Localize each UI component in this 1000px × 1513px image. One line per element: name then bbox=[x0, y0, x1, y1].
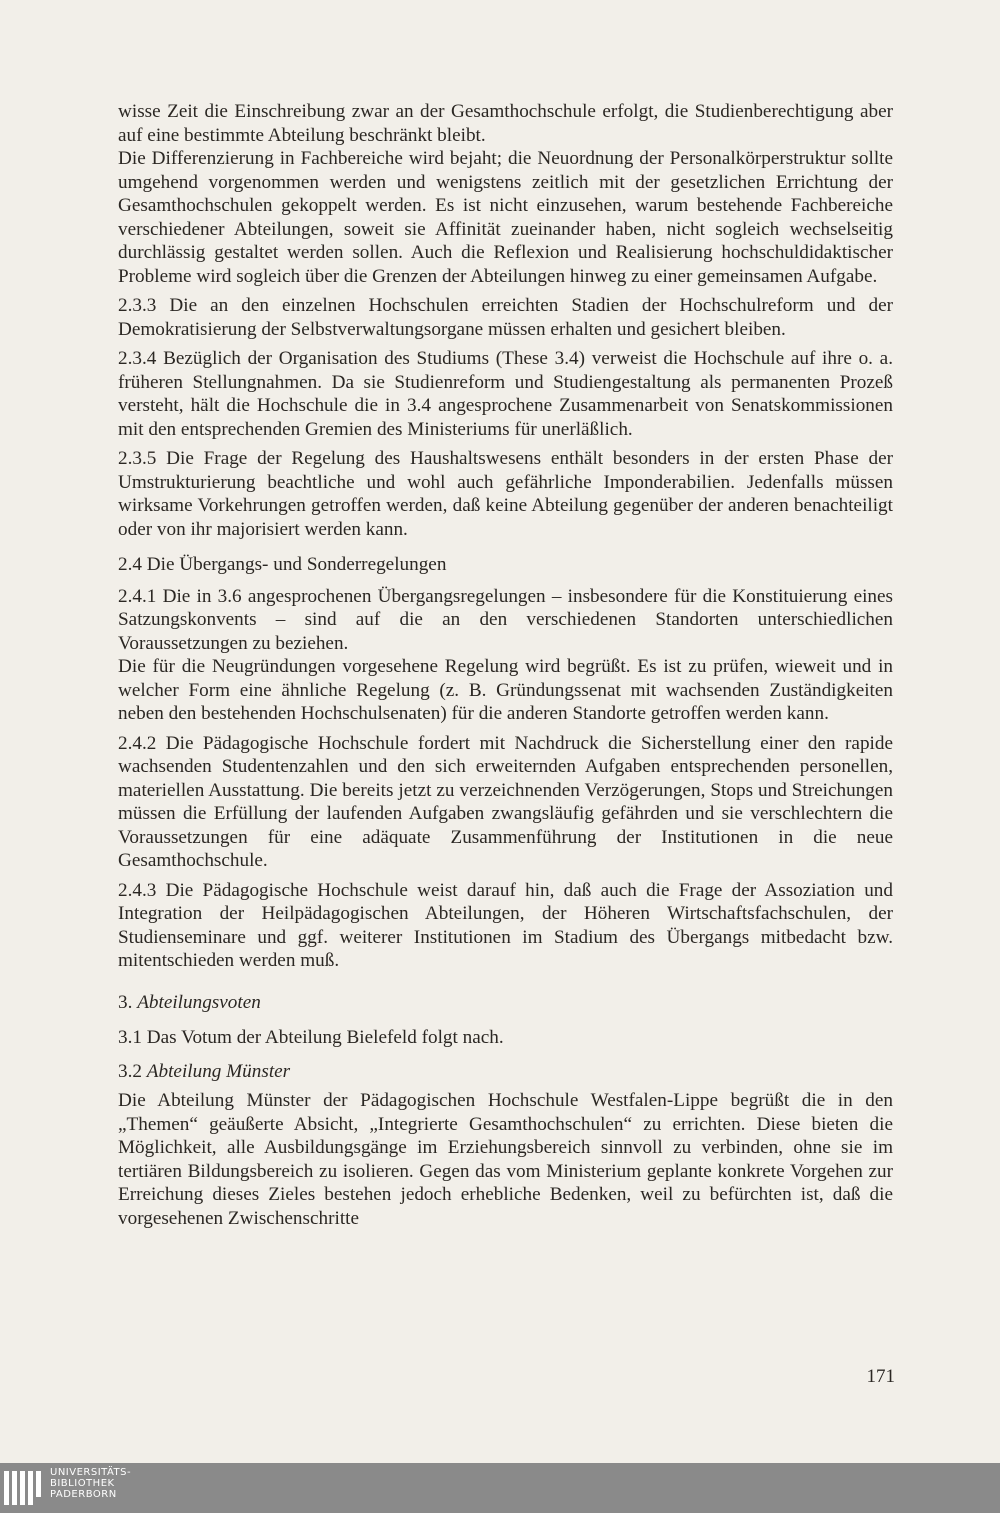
body-text bbox=[118, 100, 893, 1230]
heading-2-4: 2.4 Die Übergangs- und Sonderregelungen bbox=[118, 554, 447, 575]
paragraph-3-1: 3.1 Das Votum der Abteilung Bielefeld folgt nach. bbox=[118, 1027, 504, 1048]
paragraph-2-4-3: 2.4.3 Die Pädagogische Hochschule weist darauf hin, daß auch die Frage der Assoziation und Integration der Heilpädagogischen Abteilungen, der Höheren Wirtschaftsfachschulen, der Studienseminare und ggf. weiterer Institutionen im Stadium des Übergangs mitbedacht bzw. mitentschieden werden muß. bbox=[118, 879, 893, 971]
library-logo-bars-icon bbox=[0, 1463, 44, 1513]
section-3-2-heading bbox=[118, 1060, 893, 1084]
paragraph: Die für die Neugründungen vorgesehene Regelung wird begrüßt. Es ist zu prüfen, wieweit und in welcher Form eine ähnliche Regelung (z. B. Gründungssenat mit wachsenden Zuständigkeiten neben den bestehenden Hochschulsenaten) für die anderen Standorte getroffen werden kann. bbox=[118, 656, 893, 724]
paragraph-2-4-1: 2.4.1 Die in 3.6 angesprochenen Übergangsregelungen – insbesondere für die Konstituierung eines Satzungskonvents – sind auf die an den verschiedenen Standorten unterschiedlichen Voraussetzungen zu beziehen. bbox=[118, 585, 893, 654]
library-footer bbox=[0, 1463, 1000, 1513]
page-number: 171 bbox=[866, 1366, 895, 1387]
paragraph-2-3-5: 2.3.5 Die Frage der Regelung des Haushaltswesens enthält besonders in der ersten Phase der Umstrukturierung beachtliche und wohl auch gefährliche Imponderabilien. Jedenfalls müssen wirksame Vorkehrungen getroffen werden, daß keine Abteilung gegenüber der anderen benachteiligt oder von ihr majorisiert werden kann. bbox=[118, 448, 893, 540]
paragraph-3-2: Die Abteilung Münster der Pädagogischen Hochschule Westfalen-Lippe begrüßt die in den „Themen“ geäußerte Absicht, „Integrierte Gesamthochschulen“ zu errichten. Diese bieten die Möglichkeit, alle Ausbildungsgänge im Erziehungsbereich sinnvoll zu verbinden, ohne sie im tertiären Bildungsbereich zu isolieren. Gegen das vom Ministerium geplante konkrete Vorgehen zur Erreichung dieses Zieles bestehen jedoch erhebliche Bedenken, weil zu befürchten ist, daß die vorgesehenen Zwischenschritte bbox=[118, 1090, 893, 1229]
section-3-number: 3. bbox=[118, 991, 133, 1013]
paragraph-2-3-3: 2.3.3 Die an den einzelnen Hochschulen erreichten Stadien der Hochschulreform und der Demokratisierung der Selbstverwaltungsorgane müssen erhalten und gesichert bleiben. bbox=[118, 295, 893, 340]
paragraph-2-4-2: 2.4.2 Die Pädagogische Hochschule fordert mit Nachdruck die Sicherstellung einer den rapide wachsenden Studentenzahlen und den sich erweiternden Aufgaben entsprechenden personellen, materiellen Ausstattung. Die bereits jetzt zu verzeichnenden Verzögerungen, Stops und Streichungen müssen die Erfüllung der laufenden Aufgaben zwangsläufig gefährden und sie verschlechtern die Voraussetzungen für eine adäquate Zusammenführung der Institutionen in die neue Gesamthochschule. bbox=[118, 732, 893, 871]
logo-line: PADERBORN bbox=[50, 1489, 117, 1500]
section-3-2-title: Abteilung Münster bbox=[146, 1060, 291, 1082]
section-3-title: Abteilungsvoten bbox=[137, 991, 261, 1013]
logo-line: BIBLIOTHEK bbox=[50, 1478, 115, 1489]
section-3-2-number: 3.2 bbox=[118, 1060, 142, 1082]
paragraph-2-3-4: 2.3.4 Bezüglich der Organisation des Studiums (These 3.4) verweist die Hochschule auf ihre o. a. früheren Stellungnahmen. Da sie Studienreform und Studiengestaltung als permanenten Prozeß versteht, hält die Hochschule die in 3.4 angesprochene Zusammenarbeit von Senatskommissionen mit den entsprechenden Gremien des Ministeriums für unerläßlich. bbox=[118, 348, 893, 440]
logo-line: UNIVERSITÄTS- bbox=[50, 1467, 132, 1478]
paragraph: wisse Zeit die Einschreibung zwar an der Gesamthochschule erfolgt, die Studienberechtigung aber auf eine bestimmte Abteilung beschränkt bleibt. bbox=[118, 101, 893, 146]
section-3-heading bbox=[118, 991, 893, 1015]
library-logo-text bbox=[50, 1467, 131, 1500]
paragraph: Die Differenzierung in Fachbereiche wird bejaht; die Neuordnung der Personalkörperstruktur sollte umgehend vorgenommen werden und wenigstens zeitlich mit der gesetzlichen Errichtung der Gesamthochschulen gekoppelt werden. Es ist nicht einzusehen, warum bestehende Fachbereiche verschiedener Abteilungen, soweit sie Affinität zueinander haben, nicht sogleich wechselseitig durchlässig gestaltet werden sollen. Auch die Reflexion und Realisierung hochschuldidaktischer Probleme wird sogleich über die Grenzen der Abteilungen hinweg zu einer gemeinsamen Aufgabe. bbox=[118, 148, 893, 287]
